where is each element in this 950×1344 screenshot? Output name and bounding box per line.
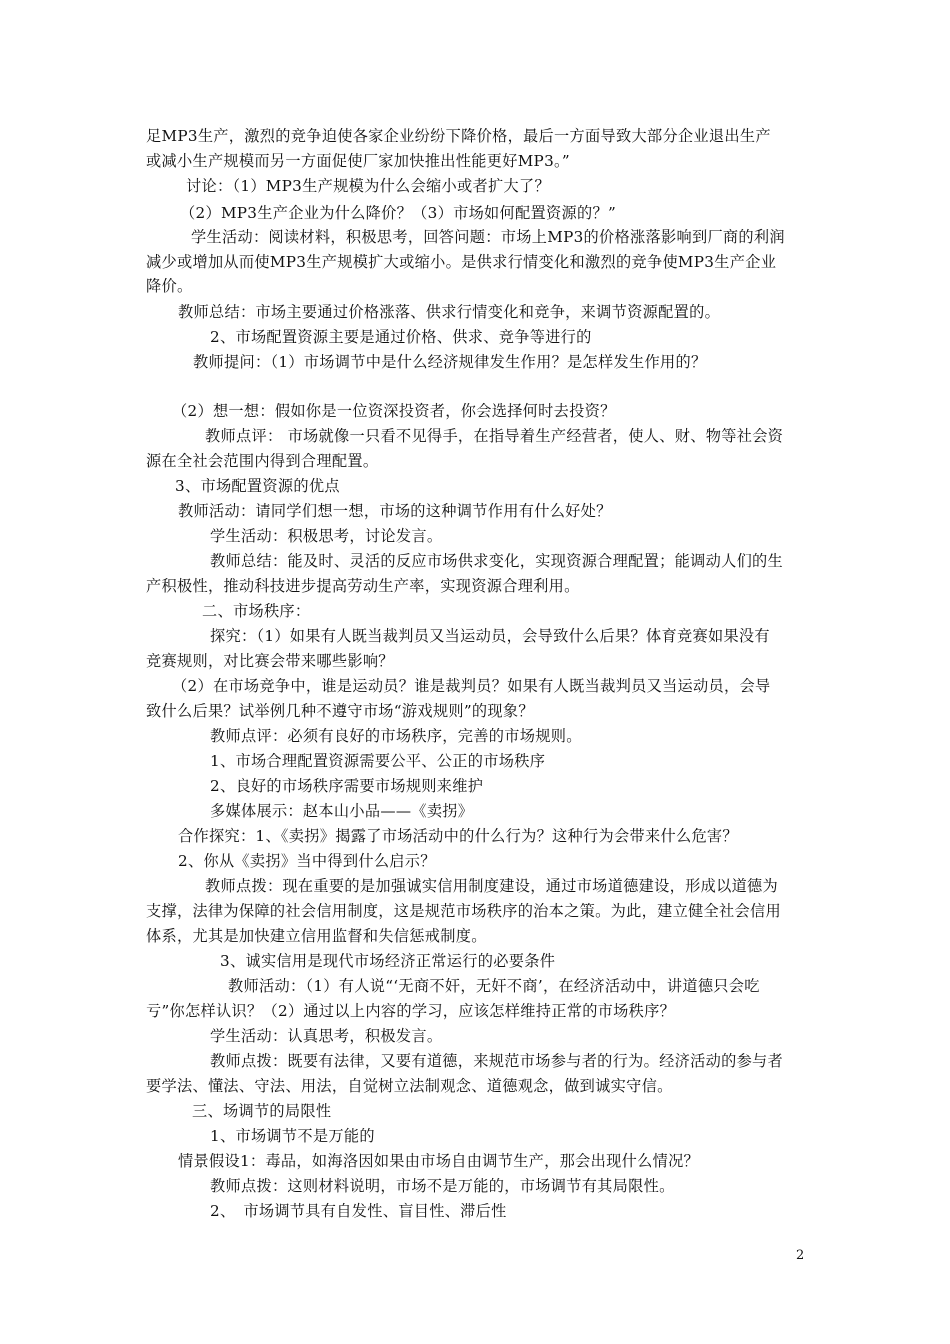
text-line: 学生活动：积极思考，讨论发言。: [210, 527, 443, 545]
text-line: （2）想一想：假如你是一位资深投资者，你会选择何时去投资？: [172, 402, 616, 420]
text-line: 产积极性，推动科技进步提高劳动生产率，实现资源合理利用。: [146, 577, 580, 595]
text-line: 学生活动：认真思考，积极发言。: [210, 1027, 443, 1045]
text-line: 支撑，法律为保障的社会信用制度，这是规范市场秩序的治本之策。为此，建立健全社会信用: [146, 902, 781, 920]
text-line: 或减小生产规模而另一方面促使厂家加快推出性能更好MP3。”: [146, 152, 570, 170]
text-line: 探究：（1）如果有人既当裁判员又当运动员，会导致什么后果？体育竞赛如果没有: [210, 627, 770, 645]
text-line: 教师总结：能及时、灵活的反应市场供求变化，实现资源合理配置；能调动人们的生: [210, 552, 784, 570]
text-line: 2、你从《卖拐》当中得到什么启示？: [178, 852, 436, 870]
text-line: 足MP3生产，激烈的竞争迫使各家企业纷纷下降价格，最后一方面导致大部分企业退出生产: [146, 127, 771, 145]
text-line: （2）在市场竞争中，谁是运动员？谁是裁判员？如果有人既当裁判员又当运动员，会导: [172, 677, 771, 695]
text-line: 要学法、懂法、守法、用法，自觉树立法制观念、道德观念，做到诚实守信。: [146, 1077, 673, 1095]
text-line: 竞赛规则，对比赛会带来哪些影响？: [146, 652, 394, 670]
text-line: 教师点拨：这则材料说明，市场不是万能的，市场调节有其局限性。: [210, 1177, 675, 1195]
text-line: 学生活动：阅读材料，积极思考，回答问题：市场上MP3的价格涨落影响到厂商的利润: [191, 228, 785, 246]
text-line: 三、场调节的局限性: [192, 1102, 332, 1120]
page-number: 2: [796, 1248, 805, 1263]
text-line: 合作探究：1、《卖拐》揭露了市场活动中的什么行为？这种行为会带来什么危害？: [178, 827, 738, 845]
text-line: 减少或增加从而使MP3生产规模扩大或缩小。是供求行情变化和激烈的竞争使MP3生产企业: [146, 253, 777, 271]
text-line: 教师活动：请同学们想一想，市场的这种调节作用有什么好处？: [178, 502, 612, 520]
text-line: 教师总结：市场主要通过价格涨落、供求行情变化和竞争，来调节资源配置的。: [178, 303, 721, 321]
text-line: 教师活动：（1）有人说“‘无商不奸，无奸不商’，在经济活动中，讲道德只会吃: [228, 977, 760, 995]
text-line: 二、市场秩序：: [202, 602, 311, 620]
text-line: 多媒体展示：赵本山小品——《卖拐》: [210, 802, 474, 820]
text-line: 3、诚实信用是现代市场经济正常运行的必要条件: [220, 952, 556, 970]
text-line: 体系，尤其是加快建立信用监督和失信惩戒制度。: [146, 927, 487, 945]
text-line: 情景假设1：毒品，如海洛因如果由市场自由调节生产，那会出现什么情况？: [178, 1152, 700, 1170]
text-line: 1、市场调节不是万能的: [210, 1127, 375, 1145]
text-line: 讨论：（1）MP3生产规模为什么会缩小或者扩大了？: [186, 177, 550, 195]
text-line: 2、市场配置资源主要是通过价格、供求、竞争等进行的: [210, 328, 592, 346]
text-line: 2、良好的市场秩序需要市场规则来维护: [210, 777, 484, 795]
text-line: 教师点评：必须有良好的市场秩序，完善的市场规则。: [210, 727, 582, 745]
text-line: 教师提问：（1）市场调节中是什么经济规律发生作用？是怎样发生作用的？: [193, 353, 707, 371]
text-line: 1、市场合理配置资源需要公平、公正的市场秩序: [210, 752, 546, 770]
text-line: 亏”你怎样认识？（2）通过以上内容的学习，应该怎样维持正常的市场秩序？: [146, 1002, 676, 1020]
text-line: 教师点评： 市场就像一只看不见得手，在指导着生产经营者，使人、财、物等社会资: [205, 427, 784, 445]
text-line: 2、 市场调节具有自发性、盲目性、滞后性: [210, 1202, 507, 1220]
text-line: 教师点拨：现在重要的是加强诚实信用制度建设，通过市场道德建设，形成以道德为: [205, 877, 779, 895]
text-line: （2）MP3生产企业为什么降价？（3）市场如何配置资源的？”: [180, 204, 617, 222]
text-line: 源在全社会范围内得到合理配置。: [146, 452, 379, 470]
text-line: 3、市场配置资源的优点: [175, 477, 340, 495]
text-line: 降价。: [146, 277, 193, 295]
text-line: 致什么后果？试举例几种不遵守市场“游戏规则”的现象？: [146, 702, 534, 720]
text-line: 教师点拨：既要有法律，又要有道德，来规范市场参与者的行为。经济活动的参与者: [210, 1052, 784, 1070]
